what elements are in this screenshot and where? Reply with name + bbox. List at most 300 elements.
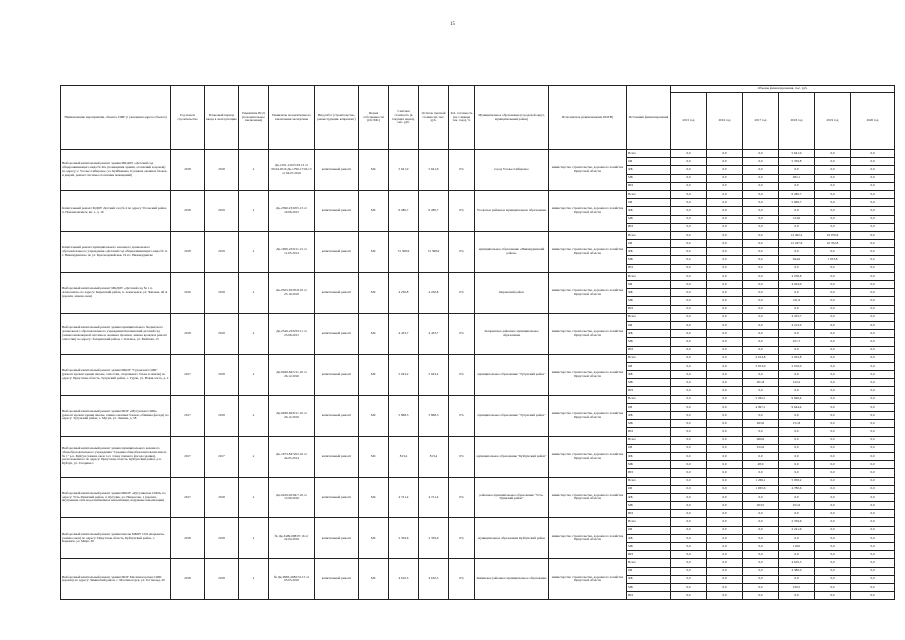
funding-source: Всего — [627, 477, 671, 485]
readiness: 0% — [449, 231, 475, 272]
executor: министерство строительства, дорожного хозяйства Иркутской области — [549, 313, 627, 354]
funding-value: 0,0 — [815, 182, 851, 190]
funding-value: 0,0 — [815, 158, 851, 166]
funding-value: 16 702,8 — [815, 240, 851, 248]
ownership: МС — [359, 436, 389, 477]
municipality: Усольское районное муниципальное образование — [475, 190, 549, 231]
executor: министерство строительства, дорожного хозяйства Иркутской области — [549, 272, 627, 313]
estimated-cost: 31 568,9 — [389, 231, 419, 272]
funding-value: 0,0 — [815, 174, 851, 182]
funding-value: 4 014,8 — [743, 354, 779, 362]
funding-value: 211,9 — [779, 297, 815, 305]
funding-value: 0,0 — [743, 452, 779, 460]
funding-value: 118,0 — [779, 543, 815, 551]
start-year: 2018 — [171, 313, 205, 354]
funding-value: 0,0 — [779, 387, 815, 395]
funding-value: 0,0 — [671, 346, 707, 354]
executor: министерство строительства, дорожного хозяйства Иркутской области — [549, 354, 627, 395]
planned-year: 2019 — [205, 313, 239, 354]
funding-value: 0,0 — [779, 461, 815, 469]
psd-details: х — [239, 190, 269, 231]
work-type: капитальный ремонт — [315, 354, 359, 395]
work-type: капитальный ремонт — [315, 313, 359, 354]
funding-value: 0,0 — [743, 166, 779, 174]
executor: министерство строительства, дорожного хозяйства Иркутской области — [549, 190, 627, 231]
funding-value: 0,0 — [779, 551, 815, 559]
funding-source: Всего — [627, 190, 671, 198]
planned-year: 2019 — [205, 231, 239, 272]
funding-source: ИИ — [627, 592, 671, 600]
funding-value: 0,0 — [707, 256, 743, 264]
funding-value: 0,0 — [851, 190, 895, 198]
expertise-details: № Дк-3499-008/07.16 от 22.04.2016 — [269, 518, 315, 559]
municipality: Киренский район — [475, 272, 549, 313]
psd-details: х — [239, 436, 269, 477]
funding-value: 4 380,0 — [779, 567, 815, 575]
funding-value: 0,0 — [851, 321, 895, 329]
executor: министерство строительства, дорожного хозяйства Иркутской области — [549, 518, 627, 559]
funding-value: 0,0 — [707, 592, 743, 600]
funding-value: 12 247,6 — [779, 240, 815, 248]
funding-source: ФБ — [627, 330, 671, 338]
work-type: капитальный ремонт — [315, 436, 359, 477]
funding-value: 0,0 — [851, 354, 895, 362]
funding-source: Всего — [627, 354, 671, 362]
funding-value: 0,0 — [707, 297, 743, 305]
funding-value: 0,0 — [815, 305, 851, 313]
funding-value: 1 065,6 — [743, 485, 779, 493]
header-start: Год начала строительства — [171, 86, 205, 150]
funding-value: 0,0 — [815, 543, 851, 551]
funding-value: 0,0 — [815, 297, 851, 305]
funding-value: 0,0 — [707, 166, 743, 174]
funding-source: МБ — [627, 420, 671, 428]
planned-year: 2018 — [205, 395, 239, 436]
expertise-details: Дк-2390-23/9/05.13 от 19.06.2015 — [269, 190, 315, 231]
funding-value: 0,0 — [851, 289, 895, 297]
project-name: Капитальный ремонт МДОУ Детский сад № 4 по адресу Усольский район, п. Новомальтинск, кв. 1, д. 16 — [61, 190, 171, 231]
funding-value: 0,0 — [707, 403, 743, 411]
page-number: 15 — [450, 22, 455, 27]
header-funding-group: Объемы финансирования, тыс. руб. — [671, 86, 895, 93]
funding-value: 0,0 — [815, 313, 851, 321]
readiness: 0% — [449, 354, 475, 395]
funding-value: 0,0 — [815, 264, 851, 272]
funding-value: 0,0 — [743, 190, 779, 198]
funding-value: 0,0 — [815, 485, 851, 493]
funding-value: 0,0 — [815, 289, 851, 297]
project-name: Выборочный капитальный ремонт здания МКОУ "Гуранская СОШ" (ремонт кровли здания школы, отмостки, спортивного блока и замена) по адресу: Иркутская область, Тулунский район, с. Гуран, ул. Новая-часть, д. 2 — [61, 354, 171, 395]
funding-source: ОБ — [627, 444, 671, 452]
funding-value: 0,0 — [779, 412, 815, 420]
executor: министерство строительства, дорожного хозяйства Иркутской области — [549, 559, 627, 600]
header-planned: Плановый период ввода в эксплуатацию — [205, 86, 239, 150]
funding-value: 0,0 — [815, 510, 851, 518]
funding-value: 0,0 — [707, 510, 743, 518]
funding-value: 0,0 — [851, 297, 895, 305]
municipality: муниципальное образование Куйтунский район — [475, 518, 549, 559]
funding-value: 0,0 — [743, 158, 779, 166]
work-type: капитальный ремонт — [315, 477, 359, 518]
funding-value: 0,0 — [671, 485, 707, 493]
work-type: капитальный ремонт — [315, 150, 359, 191]
funding-value: 0,0 — [779, 248, 815, 256]
funding-value: 5 058,2 — [779, 477, 815, 485]
funding-value: 0,0 — [707, 469, 743, 477]
funding-value: 0,0 — [779, 264, 815, 272]
funding-value: 0,0 — [707, 420, 743, 428]
funding-value: 0,0 — [671, 338, 707, 346]
funding-value: 0,0 — [671, 272, 707, 280]
expertise-details: Дк-1906-23/9/11.13 от 11.05.2014 — [269, 231, 315, 272]
funding-value: 0,0 — [779, 452, 815, 460]
funding-value: 0,0 — [851, 313, 895, 321]
funding-value: 0,0 — [815, 223, 851, 231]
executor: министерство строительства, дорожного хозяйства Иркутской области — [549, 150, 627, 191]
municipality: Заларинское районное муниципальное образование — [475, 313, 549, 354]
funding-value: 0,0 — [743, 297, 779, 305]
estimated-cost: 4 721,4 — [389, 477, 419, 518]
funding-value: 0,0 — [851, 575, 895, 583]
remaining-cost: 4 433,7 — [419, 313, 449, 354]
ownership: МС — [359, 150, 389, 191]
funding-source: ФБ — [627, 412, 671, 420]
funding-value: 0,0 — [707, 567, 743, 575]
funding-value: 4 433,7 — [779, 313, 815, 321]
funding-value: 0,0 — [743, 272, 779, 280]
funding-value: 0,0 — [851, 420, 895, 428]
funding-value: 0,0 — [671, 182, 707, 190]
ownership: МС — [359, 313, 389, 354]
funding-source: Всего — [627, 150, 671, 158]
funding-value: 0,0 — [671, 289, 707, 297]
funding-value: 0,0 — [815, 444, 851, 452]
municipality: муниципальное образование «Нижнеудинский район» — [475, 231, 549, 272]
funding-value: 0,0 — [779, 575, 815, 583]
table-row — [61, 436, 895, 444]
funding-value: 0,0 — [707, 452, 743, 460]
psd-details: х — [239, 150, 269, 191]
year-header: 2018 год — [779, 93, 815, 150]
funding-value: 0,0 — [671, 412, 707, 420]
funding-value: 0,0 — [707, 379, 743, 387]
funding-value: 0,0 — [815, 281, 851, 289]
funding-value: 0,0 — [851, 592, 895, 600]
funding-value: 0,0 — [671, 543, 707, 551]
funding-value: 0,0 — [707, 477, 743, 485]
funding-value: 0,0 — [707, 461, 743, 469]
funding-source: ОБ — [627, 321, 671, 329]
funding-source: ОБ — [627, 158, 671, 166]
funding-value: 0,0 — [815, 428, 851, 436]
readiness: 0% — [449, 150, 475, 191]
work-type: капитальный ремонт — [315, 190, 359, 231]
funding-table — [60, 85, 895, 600]
funding-value: 0,0 — [815, 559, 851, 567]
funding-value: 0,0 — [671, 281, 707, 289]
funding-value: 0,0 — [851, 223, 895, 231]
funding-value: 0,0 — [779, 223, 815, 231]
funding-value: 0,0 — [671, 199, 707, 207]
expertise-details: Дк-6498-84/8/11.16 от 26.12.2016 — [269, 395, 315, 436]
funding-value: 0,0 — [815, 452, 851, 460]
funding-source: МБ — [627, 297, 671, 305]
psd-details: х — [239, 313, 269, 354]
funding-value: 0,0 — [743, 248, 779, 256]
funding-value: 0,0 — [851, 256, 895, 264]
year-header: 2017 год — [743, 93, 779, 150]
funding-value: 0,0 — [707, 551, 743, 559]
header-remainder: Остаток сметной стоимости, тыс. руб. — [419, 86, 449, 150]
funding-value: 0,0 — [851, 330, 895, 338]
funding-source: ОБ — [627, 567, 671, 575]
estimated-cost: 4 610,5 — [389, 559, 419, 600]
funding-value: 0,0 — [779, 371, 815, 379]
funding-value: 0,0 — [743, 371, 779, 379]
estimated-cost: 5 641,9 — [389, 150, 419, 191]
funding-value: 0,0 — [851, 412, 895, 420]
funding-value: 0,0 — [851, 264, 895, 272]
remaining-cost: 4 721,4 — [419, 477, 449, 518]
funding-value: 0,0 — [671, 559, 707, 567]
year-header: 2020 год — [851, 93, 895, 150]
remaining-cost: 4 610,5 — [419, 559, 449, 600]
funding-source: МБ — [627, 338, 671, 346]
funding-value: 0,0 — [815, 575, 851, 583]
year-header: 2016 год — [707, 93, 743, 150]
funding-value: 0,0 — [779, 592, 815, 600]
funding-value: 0,0 — [707, 371, 743, 379]
funding-value: 0,0 — [815, 493, 851, 501]
funding-source: ОБ — [627, 240, 671, 248]
funding-value: 0,0 — [707, 289, 743, 297]
funding-value: 19 076,6 — [815, 231, 851, 239]
funding-value: 0,0 — [851, 436, 895, 444]
municipality: районное муниципальное образование "Усть-Удинский район" — [475, 477, 549, 518]
funding-value: 0,0 — [815, 150, 851, 158]
funding-value: 0,0 — [707, 223, 743, 231]
funding-value: 0,0 — [815, 583, 851, 591]
table-row — [61, 150, 895, 158]
funding-value: 0,0 — [743, 313, 779, 321]
funding-value: 0,0 — [779, 469, 815, 477]
start-year: 2017 — [171, 395, 205, 436]
funding-source: МБ — [627, 461, 671, 469]
funding-value: 0,0 — [707, 321, 743, 329]
funding-value: 0,0 — [671, 231, 707, 239]
funding-value: 0,0 — [671, 371, 707, 379]
funding-value: 912,6 — [743, 444, 779, 452]
funding-value: 0,0 — [671, 387, 707, 395]
funding-source: ИИ — [627, 510, 671, 518]
executor: министерство строительства, дорожного хозяйства Иркутской области — [549, 231, 627, 272]
planned-year: 2018 — [205, 150, 239, 191]
funding-value: 0,0 — [743, 493, 779, 501]
funding-value: 0,0 — [743, 534, 779, 542]
funding-value: 4 610,5 — [779, 559, 815, 567]
funding-value: 5 262,1 — [743, 395, 779, 403]
funding-value: 0,0 — [779, 305, 815, 313]
funding-value: 0,0 — [851, 207, 895, 215]
funding-value: 0,0 — [851, 231, 895, 239]
funding-source: МБ — [627, 583, 671, 591]
funding-value: 0,0 — [743, 199, 779, 207]
funding-value: 0,0 — [671, 158, 707, 166]
funding-value: 0,0 — [671, 190, 707, 198]
funding-value: 0,0 — [815, 461, 851, 469]
start-year: 2016 — [171, 272, 205, 313]
header-name: Наименование мероприятия, объекта, ПИР (с указанием адреса объекта) — [61, 86, 171, 150]
readiness: 0% — [449, 436, 475, 477]
funding-value: 0,0 — [707, 248, 743, 256]
funding-value: 0,0 — [851, 395, 895, 403]
funding-source: Всего — [627, 272, 671, 280]
psd-details: х — [239, 477, 269, 518]
funding-value: 9 646,4 — [779, 395, 815, 403]
table-row — [61, 231, 895, 239]
expertise-details: Дк-2540-23/6/03.11 от 25.06.2015 — [269, 313, 315, 354]
funding-value: 0,0 — [707, 158, 743, 166]
readiness: 0% — [449, 190, 475, 231]
funding-value: 0,0 — [851, 469, 895, 477]
funding-value: 0,0 — [815, 190, 851, 198]
funding-value: 0,0 — [743, 551, 779, 559]
funding-value: 0,0 — [671, 150, 707, 158]
funding-value: 0,0 — [743, 583, 779, 591]
funding-value: 0,0 — [851, 248, 895, 256]
funding-value: 0,0 — [743, 567, 779, 575]
funding-value: 0,0 — [851, 526, 895, 534]
funding-source: ИИ — [627, 469, 671, 477]
expertise-details: Дк-1673-84/3/02.16 от 24.05.2014 — [269, 436, 315, 477]
funding-value: 0,0 — [707, 575, 743, 583]
funding-value: 0,0 — [815, 436, 851, 444]
funding-value: 0,0 — [779, 166, 815, 174]
funding-source: ИИ — [627, 182, 671, 190]
funding-value: 0,0 — [815, 518, 851, 526]
funding-value: 0,0 — [671, 493, 707, 501]
project-name: Выборочный капитальный ремонт здания МОУ «Мугунская СОШ» (ремонт кровли здания школы, замена оконных блоков, обшивка фасада) по адресу: Тулунский район, с. Мугун, ул. Ленина, д. 58 — [61, 395, 171, 436]
funding-value: 4 780,6 — [779, 485, 815, 493]
funding-value: 0,0 — [779, 493, 815, 501]
funding-value: 0,0 — [743, 428, 779, 436]
funding-value: 960,6 — [743, 436, 779, 444]
header-cost-estimate: Реквизиты ПСД (положительное заключение) — [239, 86, 269, 150]
funding-value: 0,0 — [815, 592, 851, 600]
funding-value: 644,6 — [779, 256, 815, 264]
header-readiness: Тех. готовность (на 1 января тек. года), % — [449, 86, 475, 150]
funding-value: 0,0 — [815, 469, 851, 477]
funding-value: 0,0 — [743, 174, 779, 182]
funding-source: ИИ — [627, 346, 671, 354]
funding-value: 0,0 — [779, 289, 815, 297]
funding-value: 0,0 — [671, 379, 707, 387]
funding-source: МБ — [627, 256, 671, 264]
funding-value: 221,7 — [779, 338, 815, 346]
ownership: МС — [359, 477, 389, 518]
funding-value: 0,0 — [671, 469, 707, 477]
expertise-details: № Дк-0983-2982/31.15 от 05.05.2016 — [269, 559, 315, 600]
funding-value: 0,0 — [707, 199, 743, 207]
funding-value: 0,0 — [671, 321, 707, 329]
psd-details: х — [239, 518, 269, 559]
funding-value: 2 032,8 — [779, 354, 815, 362]
estimated-cost: 813,4 — [389, 436, 419, 477]
funding-value: 0,0 — [671, 207, 707, 215]
executor: министерство строительства, дорожного хозяйства Иркутской области — [549, 436, 627, 477]
funding-source: Всего — [627, 518, 671, 526]
header-work-type: Вид работ (строительство, реконструкция, капремонт) — [315, 86, 359, 150]
funding-value: 0,0 — [779, 346, 815, 354]
funding-source: Всего — [627, 436, 671, 444]
funding-value: 0,0 — [671, 444, 707, 452]
start-year: 2018 — [171, 190, 205, 231]
funding-source: ФБ — [627, 248, 671, 256]
funding-value: 0,0 — [671, 502, 707, 510]
funding-value: 0,0 — [851, 240, 895, 248]
header-pd-details: Реквизиты положительного заключения экспертизы — [269, 86, 315, 150]
funding-value: 0,0 — [815, 412, 851, 420]
start-year: 2017 — [171, 477, 205, 518]
funding-value: 0,0 — [815, 387, 851, 395]
funding-value: 2 241,6 — [779, 526, 815, 534]
funding-value: 0,0 — [815, 215, 851, 223]
table-row — [61, 272, 895, 280]
project-name: Выборочный капитальный ремонт здания МКОУ «Кутуликская СОШ» по адресу: Усть-Удинский район, п. Кутулик, ул. Некрасова, 1 (кровля, внутренние сети водоснабжения и канализации, наружные канализации) — [61, 477, 171, 518]
funding-source: ОБ — [627, 403, 671, 411]
funding-source: ИИ — [627, 428, 671, 436]
funding-value: 0,0 — [743, 150, 779, 158]
funding-value: 0,0 — [707, 543, 743, 551]
funding-value: 0,0 — [851, 477, 895, 485]
funding-value: 0,0 — [743, 289, 779, 297]
start-year: 2018 — [171, 231, 205, 272]
funding-value: 0,0 — [743, 264, 779, 272]
funding-value: 0,0 — [815, 199, 851, 207]
ownership: МС — [359, 272, 389, 313]
funding-value: 0,0 — [671, 403, 707, 411]
funding-value: 0,0 — [671, 551, 707, 559]
funding-value: 0,0 — [779, 436, 815, 444]
funding-value: 0,0 — [779, 428, 815, 436]
funding-value: 0,0 — [815, 362, 851, 370]
funding-value: 0,0 — [743, 338, 779, 346]
funding-value: 0,0 — [815, 346, 851, 354]
funding-value: 0,0 — [815, 551, 851, 559]
funding-value: 0,0 — [671, 518, 707, 526]
funding-value: 5 359,8 — [779, 158, 815, 166]
expertise-details: Дк-0503-63/05/8.16 от 25.10.2016 — [269, 272, 315, 313]
funding-value: 0,0 — [851, 174, 895, 182]
table-row — [61, 190, 895, 198]
funding-value: 0,0 — [851, 362, 895, 370]
funding-value: 0,0 — [815, 272, 851, 280]
table-row — [61, 518, 895, 526]
work-type: капитальный ремонт — [315, 272, 359, 313]
ownership: МС — [359, 231, 389, 272]
funding-value: 0,0 — [707, 330, 743, 338]
funding-value: 4 236,8 — [779, 272, 815, 280]
funding-value: 0,0 — [815, 371, 851, 379]
funding-value: 0,0 — [851, 567, 895, 575]
funding-value: 0,0 — [851, 371, 895, 379]
funding-value: 2 010,0 — [779, 362, 815, 370]
ownership: МС — [359, 354, 389, 395]
funding-value: 0,0 — [707, 436, 743, 444]
funding-value: 0,0 — [815, 534, 851, 542]
funding-source: ОБ — [627, 526, 671, 534]
funding-value: 0,0 — [743, 346, 779, 354]
